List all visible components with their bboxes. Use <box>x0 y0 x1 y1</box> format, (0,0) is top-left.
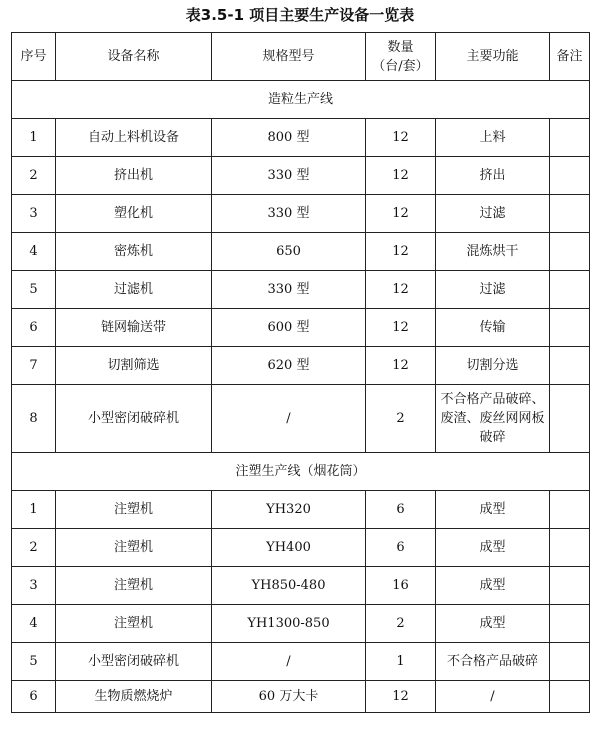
table-row <box>12 195 590 233</box>
cell-no: 8 <box>12 385 56 453</box>
table-row <box>12 681 590 713</box>
cell-note <box>550 567 590 605</box>
cell-qty: 1 <box>366 643 436 681</box>
cell-no: 1 <box>12 491 56 529</box>
cell-qty: 2 <box>366 605 436 643</box>
cell-note <box>550 233 590 271</box>
cell-note <box>550 271 590 309</box>
cell-qty: 12 <box>366 681 436 713</box>
header-spec: 规格型号 <box>212 33 366 81</box>
section-row <box>12 81 590 119</box>
table-row <box>12 491 590 529</box>
header-func: 主要功能 <box>436 33 550 81</box>
equipment-table <box>11 32 590 713</box>
cell-func-line: 不合格产品破碎、 <box>440 392 545 407</box>
cell-func-line: 废渣、废丝网网板 <box>440 411 545 426</box>
cell-name: 链网输送带 <box>56 309 212 347</box>
cell-func: / <box>436 681 550 713</box>
header-no: 序号 <box>12 33 56 81</box>
cell-name: 塑化机 <box>56 195 212 233</box>
cell-func: 过滤 <box>436 195 550 233</box>
cell-no: 3 <box>12 567 56 605</box>
cell-no: 4 <box>12 233 56 271</box>
header-qty <box>366 33 436 81</box>
table-row <box>12 567 590 605</box>
cell-no: 6 <box>12 309 56 347</box>
cell-note <box>550 643 590 681</box>
cell-name: 注塑机 <box>56 529 212 567</box>
table-title: 表3.5-1 项目主要生产设备一览表 <box>185 6 415 24</box>
cell-qty: 6 <box>366 491 436 529</box>
cell-func-line: 破碎 <box>479 430 506 445</box>
cell-func: 成型 <box>436 605 550 643</box>
cell-spec: 330 型 <box>212 195 366 233</box>
cell-no: 2 <box>12 529 56 567</box>
cell-spec: YH400 <box>212 529 366 567</box>
cell-note <box>550 385 590 453</box>
cell-no: 4 <box>12 605 56 643</box>
cell-note <box>550 347 590 385</box>
table-row <box>12 157 590 195</box>
cell-no: 5 <box>12 643 56 681</box>
cell-name: 注塑机 <box>56 567 212 605</box>
cell-func: 成型 <box>436 491 550 529</box>
cell-qty: 6 <box>366 529 436 567</box>
cell-note <box>550 529 590 567</box>
cell-name: 挤出机 <box>56 157 212 195</box>
cell-func: 传输 <box>436 309 550 347</box>
section-title-injection: 注塑生产线（烟花筒） <box>12 453 590 491</box>
cell-func: 挤出 <box>436 157 550 195</box>
table-row <box>12 605 590 643</box>
header-qty-line1: 数量 <box>387 39 414 55</box>
cell-name: 注塑机 <box>56 491 212 529</box>
cell-qty: 12 <box>366 271 436 309</box>
cell-spec: 330 型 <box>212 271 366 309</box>
table-row <box>12 271 590 309</box>
table-row <box>12 309 590 347</box>
cell-func: 成型 <box>436 567 550 605</box>
cell-no: 5 <box>12 271 56 309</box>
cell-note <box>550 309 590 347</box>
cell-qty: 12 <box>366 347 436 385</box>
cell-note <box>550 119 590 157</box>
cell-note <box>550 605 590 643</box>
table-row <box>12 233 590 271</box>
cell-qty: 12 <box>366 119 436 157</box>
section-title-granulation: 造粒生产线 <box>12 81 590 119</box>
cell-spec: YH850-480 <box>212 567 366 605</box>
cell-spec: 60 万大卡 <box>212 681 366 713</box>
cell-spec: 800 型 <box>212 119 366 157</box>
cell-name: 过滤机 <box>56 271 212 309</box>
cell-no: 7 <box>12 347 56 385</box>
section-row <box>12 453 590 491</box>
cell-note <box>550 491 590 529</box>
cell-func: 切割分选 <box>436 347 550 385</box>
cell-name: 自动上料机设备 <box>56 119 212 157</box>
cell-qty: 12 <box>366 233 436 271</box>
cell-qty: 12 <box>366 309 436 347</box>
cell-note <box>550 195 590 233</box>
cell-qty: 12 <box>366 157 436 195</box>
header-qty-line2: （台/套） <box>372 58 429 74</box>
cell-spec: 620 型 <box>212 347 366 385</box>
table-row <box>12 385 590 453</box>
cell-qty: 16 <box>366 567 436 605</box>
table-row <box>12 529 590 567</box>
cell-qty: 2 <box>366 385 436 453</box>
cell-func: 不合格产品破碎 <box>436 643 550 681</box>
cell-name: 小型密闭破碎机 <box>56 385 212 453</box>
cell-name: 生物质燃烧炉 <box>56 681 212 713</box>
cell-name: 切割筛选 <box>56 347 212 385</box>
cell-spec: YH1300-850 <box>212 605 366 643</box>
cell-name: 注塑机 <box>56 605 212 643</box>
cell-func: 混炼烘干 <box>436 233 550 271</box>
cell-spec: / <box>212 643 366 681</box>
cell-spec: YH320 <box>212 491 366 529</box>
cell-spec: / <box>212 385 366 453</box>
cell-spec: 650 <box>212 233 366 271</box>
header-row <box>12 33 590 81</box>
cell-spec: 330 型 <box>212 157 366 195</box>
cell-note <box>550 157 590 195</box>
table-row <box>12 643 590 681</box>
table-row <box>12 119 590 157</box>
cell-no: 3 <box>12 195 56 233</box>
cell-no: 1 <box>12 119 56 157</box>
header-note: 备注 <box>550 33 590 81</box>
cell-note <box>550 681 590 713</box>
cell-spec: 600 型 <box>212 309 366 347</box>
cell-name: 密炼机 <box>56 233 212 271</box>
cell-name: 小型密闭破碎机 <box>56 643 212 681</box>
cell-func: 成型 <box>436 529 550 567</box>
cell-func: 上料 <box>436 119 550 157</box>
header-name: 设备名称 <box>56 33 212 81</box>
cell-func: 过滤 <box>436 271 550 309</box>
cell-qty: 12 <box>366 195 436 233</box>
cell-no: 6 <box>12 681 56 713</box>
cell-no: 2 <box>12 157 56 195</box>
table-row <box>12 347 590 385</box>
cell-func <box>436 385 550 453</box>
